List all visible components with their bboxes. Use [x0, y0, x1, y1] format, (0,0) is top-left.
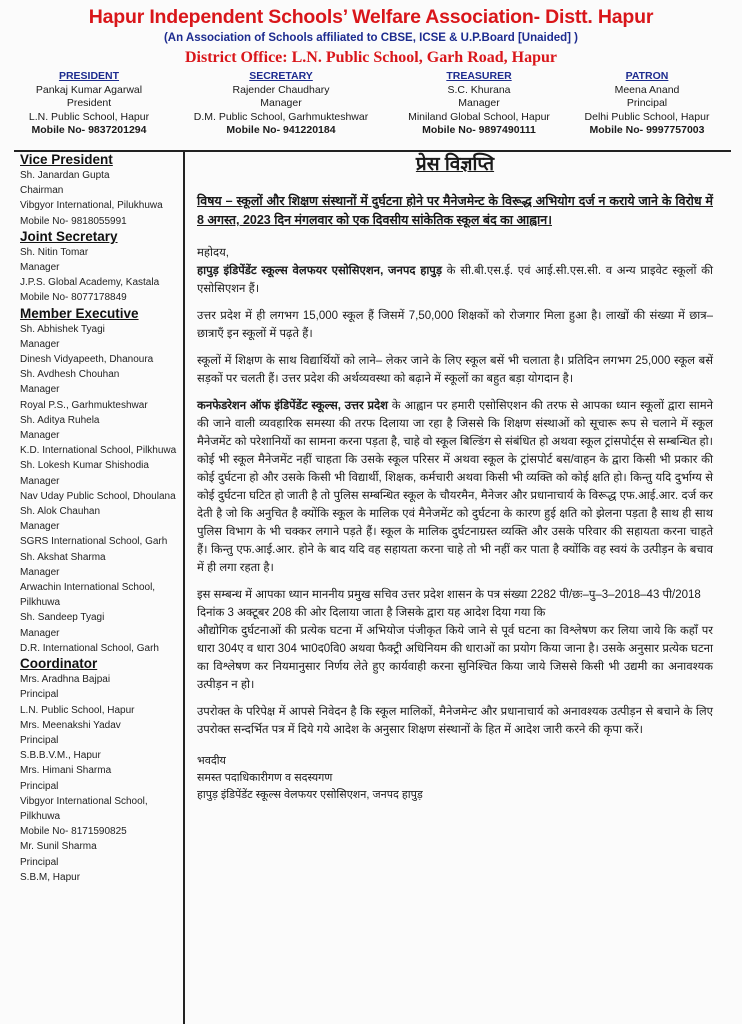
member-line: S.B.B.V.M., Hapur — [20, 750, 101, 762]
member-line: K.D. International School, Pilkhuwa — [20, 445, 177, 457]
member-line: Sh. Akshat Sharma — [20, 551, 106, 563]
officer-role: TREASURER — [446, 70, 512, 82]
member-line: Sh. Janardan Gupta — [20, 170, 110, 181]
member-line: Mrs. Himani Sharma — [20, 765, 112, 777]
joint-secretary-heading: Joint Secretary — [20, 228, 118, 244]
member-line: Mr. Sunil Sharma — [20, 841, 97, 853]
member-line: Sh. Lokesh Kumar Shishodia — [20, 460, 149, 472]
vice-president-heading: Vice President — [20, 152, 113, 167]
officer-name: S.C. Khurana — [447, 83, 511, 96]
member-line: Manager — [20, 384, 60, 396]
paragraph-text: के सी.बी.एस.ई. एवं आई.सी.एस.सी. व अन्य प्राइवेट स्कूलों की एसोसिएशन हैं। — [197, 265, 713, 295]
subject-line: विषय – स्कूलों और शिक्षण संस्थानों में दुर्घटना होने पर मैनेजमेन्ट के विरूद्ध अभियोग दर्ज न कराये जाने के विरोध में 8 अगस्त, 2023 दिन मंगलवार को एक दिवसीय सांकेतिक स्कूल बंद का आह्वान। — [197, 194, 713, 227]
vice-president-list — [20, 168, 180, 229]
officer-title: Principal — [626, 97, 668, 110]
member-line: Dinesh Vidyapeeth, Dhanoura — [20, 354, 154, 366]
member-line: Manager — [20, 627, 60, 639]
officer-mobile: Mobile No- 9997757003 — [589, 124, 705, 137]
paragraph-text: के आह्वान पर हमारी एसोसिएशन की तरफ से आपका ध्यान स्कूलों द्वारा सामने की जाने वाली व्यवहारिक समस्या की तरफ दिलाया जा रहा है जिससे कि शिक्षण संस्थाओं को सूचारू रूप से चलाने में स्कूल मैनेजमेंट को परेशानियों का सामना करना पड़ता है, चाहे वो स्कूल बिल्डिंग से संबंधित हो अथवा स्कूल ट्रांसपोर्ट्स से सम्बन्धित हो।कोई भी स्कूल मैनेजमेंट नहीं चाहता कि उसके स्कूल परिसर में अथवा स्कूल के ट्रांसपोर्ट बस/वाहन के द्वारा किसी भी प्रकार की कोई दुर्घटना हो और उसके किसी भी विद्यार्थी, शिक्षक, कर्मचारी अथवा किसी भी व्यक्ति को कोई क्षति हो। किन्तु यदि दुर्भाग्य से कोई दुर्घटना घटित हो जाती है तो पुलिस सम्बन्धित स्कूल के चौयरमैन, मैनेजर और प्रधानाचार्य के विरूद्ध एफ.आई.आर. दर्ज कर देती है जो कि अनुचित है क्योंकि स्कूल के मालिक एवं मैनेजमेंट को दुर्घटना के कारण हुई क्षति को झेलना पड़ता है साथ ही साथ पुलिस विभाग के भी चक्कर लगाने पड़ते हैं। स्कूल के मालिक दुर्घटनाग्रस्त व्यक्ति और उसके परिवार की सहायता करना चाहते हैं। किन्तु एफ.आई.आर. होने के बाद यदि वह सहायता करना चाहे तो भी नहीं कर पाता है क्योंकि वह स्वयं के उत्पीड़न के बचाव में ही लगा रहता है। — [197, 400, 713, 574]
officer-name: Pankaj Kumar Agarwal — [35, 83, 143, 96]
member-line: Sh. Aditya Ruhela — [20, 414, 100, 426]
officer-name: Meena Anand — [614, 83, 680, 96]
press-release-heading: प्रेस विज्ञप्ति — [415, 154, 495, 175]
officer-school: Delhi Public School, Hapur — [584, 110, 710, 123]
officer-mobile: Mobile No- 9837201294 — [31, 124, 147, 137]
member-line: Principal — [20, 856, 59, 868]
member-line: Sh. Avdhesh Chouhan — [20, 369, 120, 381]
member-line: Chairman — [20, 185, 64, 197]
member-line: Mobile No- 8171590825 — [20, 826, 127, 838]
paragraph-buses: स्कूलों में शिक्षण के साथ विद्यार्थियों को लाने– लेकर जाने के लिए स्कूल बसें भी चलाता है। प्रतिदिन लगभग 25,000 स्कूल बसें सड़कों पर चलती हैं। उत्तर प्रदेश की अर्थव्यवस्था को बढ़ाने में स्कूलों का बहुत बड़ा योगदान है। — [197, 355, 713, 385]
member-executive-heading: Member Executive — [20, 305, 139, 321]
member-line: Principal — [20, 734, 59, 746]
member-line: Sh. Alok Chauhan — [20, 506, 101, 518]
member-line: Vibgyor International School, — [20, 795, 148, 807]
officer-patron — [562, 70, 732, 138]
member-line: Mobile No- 8077178849 — [20, 292, 127, 304]
association-subtitle: (An Association of Schools affiliated to CBSE, ICSE & U.P.Board [Unaided] ) — [163, 32, 579, 44]
confederation-name: कनफेडरेशन ऑफ इंडिपेंडेंट स्कूल्स, उत्तर प्रदेश — [197, 400, 388, 412]
signatory-members: समस्त पदाधिकारीगण व सदस्यगण — [197, 772, 333, 784]
member-line: L.N. Public School, Hapur — [20, 704, 135, 716]
member-line: Manager — [20, 566, 60, 578]
paragraph-request: उपरोक्त के परिपेक्ष में आपसे निवेदन है कि स्कूल मालिकों, मैनेजमेन्ट और प्रधानाचार्य को अनावश्यक उत्पीड़न से बचाने के लिए उपरोक्त सन्दर्भित पत्र में दिये गये आदेश के अनुसार शिक्षण संस्थानों के हित में आदेश जारी करने की कृपा करें। — [197, 706, 713, 736]
signatory-association: हापुड़ इंडिपेंडेंट स्कूल्स वेलफयर एसोसिएशन, जनपद हापुड़ — [197, 789, 423, 801]
officer-school: D.M. Public School, Garhmukteshwar — [193, 110, 369, 123]
member-line: Arwachin International School, — [20, 582, 156, 594]
member-line: D.R. International School, Garh — [20, 642, 159, 654]
officer-role: PATRON — [625, 70, 669, 82]
officer-mobile: Mobile No- 9897490111 — [422, 124, 536, 137]
officer-school: Miniland Global School, Hapur — [408, 110, 550, 123]
paragraph-association — [197, 262, 713, 298]
member-line: Sh. Nitin Tomar — [20, 246, 89, 258]
officer-title: Manager — [260, 97, 302, 110]
member-line: Vibgyor International, Pilukhuwa — [20, 200, 163, 212]
joint-secretary-list — [20, 245, 180, 306]
member-line: Nav Uday Public School, Dhoulana — [20, 490, 176, 502]
member-line: SGRS International School, Garh — [20, 536, 168, 548]
member-executive-list — [20, 322, 180, 656]
district-office: District Office: L.N. Public School, Garh Road, Hapur — [185, 49, 557, 66]
member-line: Manager — [20, 338, 60, 350]
sidebar — [20, 152, 180, 885]
signature-block — [197, 753, 713, 804]
officer-president — [14, 70, 164, 138]
officer-school: L.N. Public School, Hapur — [28, 110, 150, 123]
member-line: Pilkhuwa — [20, 810, 61, 822]
member-line: Mrs. Meenakshi Yadav — [20, 719, 121, 731]
member-line: Pilkhuwa — [20, 597, 61, 609]
officers-row — [14, 70, 734, 152]
member-line: S.B.M, Hapur — [20, 871, 81, 883]
officer-mobile: Mobile No- 941220184 — [226, 124, 336, 137]
sidebar-divider — [183, 152, 185, 1024]
member-line: Manager — [20, 262, 60, 274]
member-line: Principal — [20, 689, 59, 701]
coordinator-list — [20, 672, 180, 885]
officer-treasurer — [394, 70, 564, 138]
member-line: Mrs. Aradhna Bajpai — [20, 674, 111, 686]
officer-name: Rajender Chaudhary — [232, 83, 330, 96]
paragraph-confederation — [197, 397, 713, 577]
officer-title: Manager — [458, 97, 500, 110]
paragraph-order: औद्योगिक दुर्घटनाओं की प्रत्येक घटना में अभियोज पंजीकृत किये जाने से पूर्व घटना का विश्लेषण कर लिया जाये कि कहाँ पर धारा 304ए व धारा 304 भा0द0वि0 अथवा फैक्ट्री अधिनियम की धाराओं का प्रयोग किया जाना है। उसके अनुसार प्रत्येक घटना का विश्लेषण कर नियमानुसार निर्णय लेते हुए कार्यवाही करना सुनिश्चित किया जाये जिससे किसी भी उद्यमी का अनावश्यक उत्पीड़न न हो। — [197, 625, 713, 691]
officer-secretary — [192, 70, 370, 138]
association-name: हापुड़ इंडिपेंडेंट स्कूल्स वेलफयर एसोसिएशन, जनपद हापुड़ — [197, 265, 442, 277]
member-line: Manager — [20, 430, 60, 442]
association-title: Hapur Independent Schools’ Welfare Association- Distt. Hapur — [88, 6, 654, 28]
paragraph-schools: उत्तर प्रदेश में ही लगभग 15,000 स्कूल हैं जिसमें 7,50,000 शिक्षकों को रोजगार मिला हुआ है। लाखों की संख्या में छात्र–छात्राएँ इन स्कूलों में पढ़ते हैं। — [197, 310, 713, 340]
closing: भवदीय — [197, 755, 226, 767]
member-line: Manager — [20, 475, 60, 487]
member-line: Manager — [20, 521, 60, 533]
coordinator-heading: Coordinator — [20, 656, 98, 672]
officer-title: President — [66, 97, 112, 110]
salutation: महोदय, — [197, 247, 229, 259]
officer-role: PRESIDENT — [58, 70, 120, 82]
member-line: Sh. Abhishek Tyagi — [20, 323, 105, 335]
press-release-body — [197, 153, 713, 804]
member-line: Sh. Sandeep Tyagi — [20, 612, 105, 624]
paragraph-reference: इस सम्बन्ध में आपका ध्यान माननीय प्रमुख सचिव उत्तर प्रदेश शासन के पत्र संख्या 2282 पी/छः–पु–3–2018–43 पी/2018 दिनांक 3 अक्टूबर 208 की ओर दिलाया जाता है जिसके द्वारा यह आदेश दिया गया कि — [197, 589, 701, 619]
member-line: Principal — [20, 780, 59, 792]
member-line: Mobile No- 9818055991 — [20, 215, 127, 227]
officer-role: SECRETARY — [249, 70, 313, 82]
member-line: J.P.S. Global Academy, Kastala — [20, 277, 160, 289]
member-line: Royal P.S., Garhmukteshwar — [20, 399, 148, 411]
